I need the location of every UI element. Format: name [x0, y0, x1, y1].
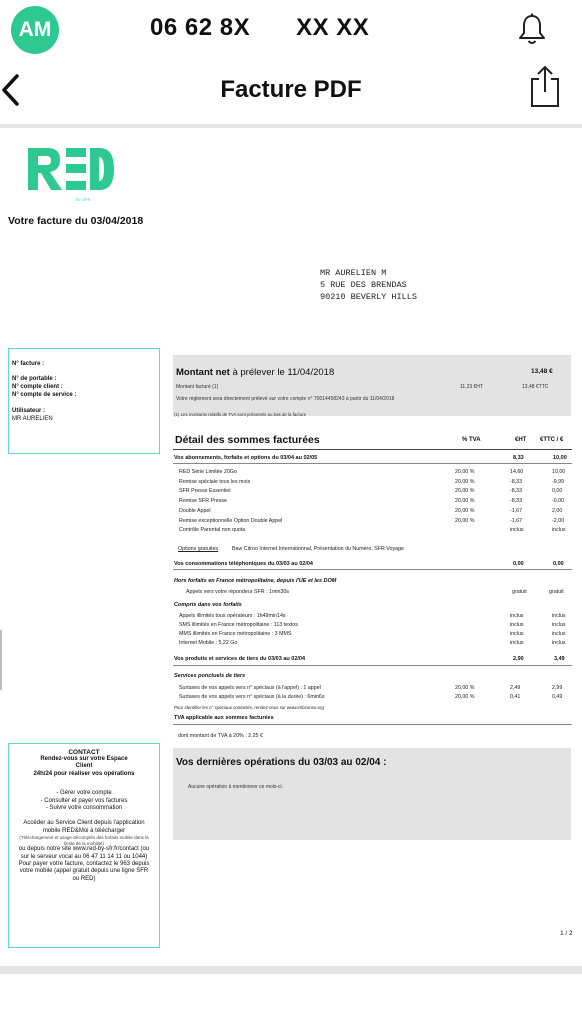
phone-prefix: 06 62 8X [150, 14, 251, 41]
divider [173, 665, 572, 666]
avatar[interactable]: AM [11, 6, 59, 54]
line-ttc: 2,99 [552, 685, 563, 691]
divider [173, 463, 572, 464]
page-title: Facture PDF [220, 76, 362, 103]
line-label: Appels illimités tous opérateurs : 1h49min14s [179, 613, 286, 619]
line-label: SMS illimités en France métropolitaine : 113 textos [179, 622, 298, 628]
info-label: N° de portable : [12, 376, 57, 382]
line-tva: 20,00 % [455, 469, 475, 475]
line-label: SFR Presse Essentiel [179, 488, 231, 495]
share-icon[interactable] [528, 64, 562, 108]
line-label: Remise spéciale tous les mois [179, 478, 251, 485]
contact-title: CONTACT [68, 749, 100, 756]
amount-title [176, 367, 334, 378]
line-ttc: inclus [552, 613, 566, 619]
account-info-box [8, 348, 160, 454]
line-ttc: -9,99 [552, 478, 565, 485]
info-label: N° compte de service : [12, 392, 77, 398]
line-tva: 20,00 % [455, 498, 475, 505]
line-ht: 0,41 [510, 694, 521, 700]
invoice-date: Votre facture du 03/04/2018 [8, 215, 144, 227]
address-line: 90210 BEVERLY HILLS [320, 292, 417, 302]
line-ht: inclus [510, 613, 524, 619]
amount-debit-info: Votre règlement sera directement prélevé sur votre compte n° 70014458243 à partir du 11/04/2018 [176, 396, 395, 402]
amount-line-label: Montant facturé (1) [176, 384, 219, 390]
line-ht: inclus [510, 640, 524, 646]
info-label: Utilisateur : [12, 408, 46, 414]
detail-title: Détail des sommes facturées [175, 434, 320, 446]
line-ht: -1,67 [510, 507, 523, 514]
side-mark [0, 630, 2, 690]
line-tva: 20,00 % [455, 685, 475, 691]
bell-icon[interactable] [516, 12, 548, 46]
contact-line: 24h/24 pour réaliser vos opérations [33, 770, 135, 777]
line-ttc: inclus [552, 640, 566, 646]
section-title: Vos consommations téléphoniques du 03/03 au 02/04 [174, 561, 313, 567]
line-ht: 14,60 [510, 469, 524, 475]
amount-line-ht: 11,23 €HT [460, 384, 483, 390]
line-tva: 20,00 % [455, 517, 475, 524]
amount-line-ttc: 13,48 €TTC [522, 384, 549, 390]
line-ttc: gratuit [549, 589, 564, 595]
phone-suffix: XX XX [296, 14, 370, 41]
contact-paragraph: (Téléchargement et usage décomptés des forfaits mobile dans la limite de la mobilité) [19, 835, 149, 846]
amount-panel [173, 355, 571, 416]
line-ttc: 2,00 [552, 507, 563, 514]
phone-number [150, 14, 440, 42]
divider [0, 124, 582, 128]
contact-bullet: - Gérer votre compte [56, 790, 112, 797]
line-ht: -8,33 [510, 498, 523, 505]
line-ttc: 0,00 [552, 488, 563, 495]
line-ttc: 0,49 [552, 694, 563, 700]
line-tva: 20,00 % [455, 694, 475, 700]
line-ht: 2,49 [510, 685, 521, 691]
line-ttc: inclus [552, 527, 566, 534]
third-party-note: Pour identifier les n° spéciaux contactés, rendez-vous sur www.infoconso.org [174, 705, 324, 710]
line-ttc: -0,00 [552, 498, 565, 505]
info-label: N° facture : [12, 361, 45, 367]
line-label: Remise exceptionnelle Option Double Appel [179, 517, 283, 524]
tva-line: dont montant de TVA à 20% : 2,25 € [178, 733, 263, 739]
options-label: Options gratuites [178, 546, 219, 552]
line-label: Surtaxes de vos appels vers n° spéciaux (à la durée) : 6min6s [179, 694, 325, 700]
contact-line: Client [75, 763, 93, 770]
divider [0, 966, 582, 974]
operations-title: Vos dernières opérations du 03/03 au 02/04 : [176, 757, 387, 768]
line-ht: -8,33 [510, 478, 523, 485]
section-total-ht: 8,33 [513, 455, 524, 461]
line-label: RED Série Limitée 20Go [179, 469, 237, 475]
line-tva: 20,00 % [455, 488, 475, 495]
divider [173, 569, 572, 570]
info-label: N° compte client : [12, 384, 63, 390]
page-number: 1 / 2 [560, 930, 573, 937]
line-label: Contrôle Parental non quota [179, 527, 246, 534]
col-ht: €HT [515, 437, 527, 443]
line-ttc: 10,00 [552, 469, 566, 475]
operations-text: Aucune opération à mentionner ce mois-ci. [188, 784, 284, 790]
logo-subtitle: BY SFR [76, 197, 91, 202]
address-line: MR AURELIEN M [320, 268, 387, 278]
section-title: Vos produits et services de tiers du 03/03 au 02/04 [174, 656, 306, 662]
contact-line: Rendez-vous sur votre Espace [40, 756, 128, 762]
line-label: MMS illimités en France métropolitaine : 3 MMS [179, 631, 292, 637]
col-tva: % TVA [462, 437, 481, 443]
line-ttc: inclus [552, 631, 566, 637]
line-label: Remise SFR Presse [179, 498, 227, 505]
line-label: Appels vers votre répondeur SFR : 1min30s [186, 589, 290, 595]
line-tva: 20,00 % [455, 507, 475, 514]
line-ht: inclus [510, 527, 524, 534]
line-ht: inclus [510, 631, 524, 637]
amount-title-bold: Montant net [176, 367, 230, 378]
subsection-title: Compris dans vos forfaits [174, 602, 242, 608]
col-ttc: €TTC / € [540, 437, 564, 443]
line-label: Surtaxes de vos appels vers n° spéciaux (à l'appel) : 1 appel [179, 685, 321, 691]
line-label: Double Appel [179, 507, 211, 514]
line-ht: -1,67 [510, 517, 523, 524]
address-line: 5 RUE DES BRENDAS [320, 280, 407, 290]
line-tva: 20,00 % [455, 478, 475, 485]
contact-paragraph: Pour payer votre facture, contactez le 963 depuis votre mobile (appel gratuit depuis une ligne SFR ou RED) [18, 861, 150, 882]
section-total-ttc: 10,00 [553, 455, 567, 461]
red-logo [26, 146, 116, 198]
options-text: Baw Citroo Internet Internationnal, Présentation du Numéro, SFR Voyage [232, 546, 404, 552]
amount-note: (1) Les montants relatifs de TVA sont présentés au bas de la facture [174, 412, 307, 417]
info-user: MR AURELIEN [12, 416, 53, 422]
section-total-ttc: 3,49 [554, 656, 565, 662]
amount-total: 13,48 € [531, 368, 553, 375]
subsection-title: Hors forfaits en France métropolitaine, depuis l'UE et les DOM [174, 578, 337, 584]
section-total-ht: 0,00 [513, 561, 524, 567]
section-title: Vos abonnements, forfaits et options du 03/04 au 02/05 [174, 455, 318, 461]
contact-paragraph: Accéder au Service Client depuis l'application mobile RED&Moi à télécharger [23, 820, 145, 834]
section-total-ht: 2,90 [513, 656, 524, 662]
line-label: Internet Mobile : 5,22 Go [179, 640, 238, 646]
line-ttc: inclus [552, 622, 566, 628]
subsection-title: Services ponctuels de tiers [174, 673, 246, 679]
amount-title-rest: à prélever le 11/04/2018 [229, 367, 335, 378]
line-ht: gratuit [512, 589, 527, 595]
divider [173, 449, 572, 450]
contact-bullet: - Consulter et payer vos factures [40, 797, 128, 804]
contact-bullet: - Suivre votre consommation [45, 805, 123, 812]
divider [173, 724, 572, 725]
line-ttc: -2,00 [552, 517, 565, 524]
line-ht: inclus [510, 622, 524, 628]
tva-title: TVA applicable aux sommes facturées [174, 715, 274, 721]
line-ht: -8,33 [510, 488, 523, 495]
contact-paragraph: ou depuis notre site www.red-by-sfr.fr/contact (ou sur le serveur vocal au 06 47 11 14 11 ou 1044) [18, 846, 150, 860]
contact-box [8, 743, 160, 948]
section-total-ttc: 0,00 [553, 561, 564, 567]
